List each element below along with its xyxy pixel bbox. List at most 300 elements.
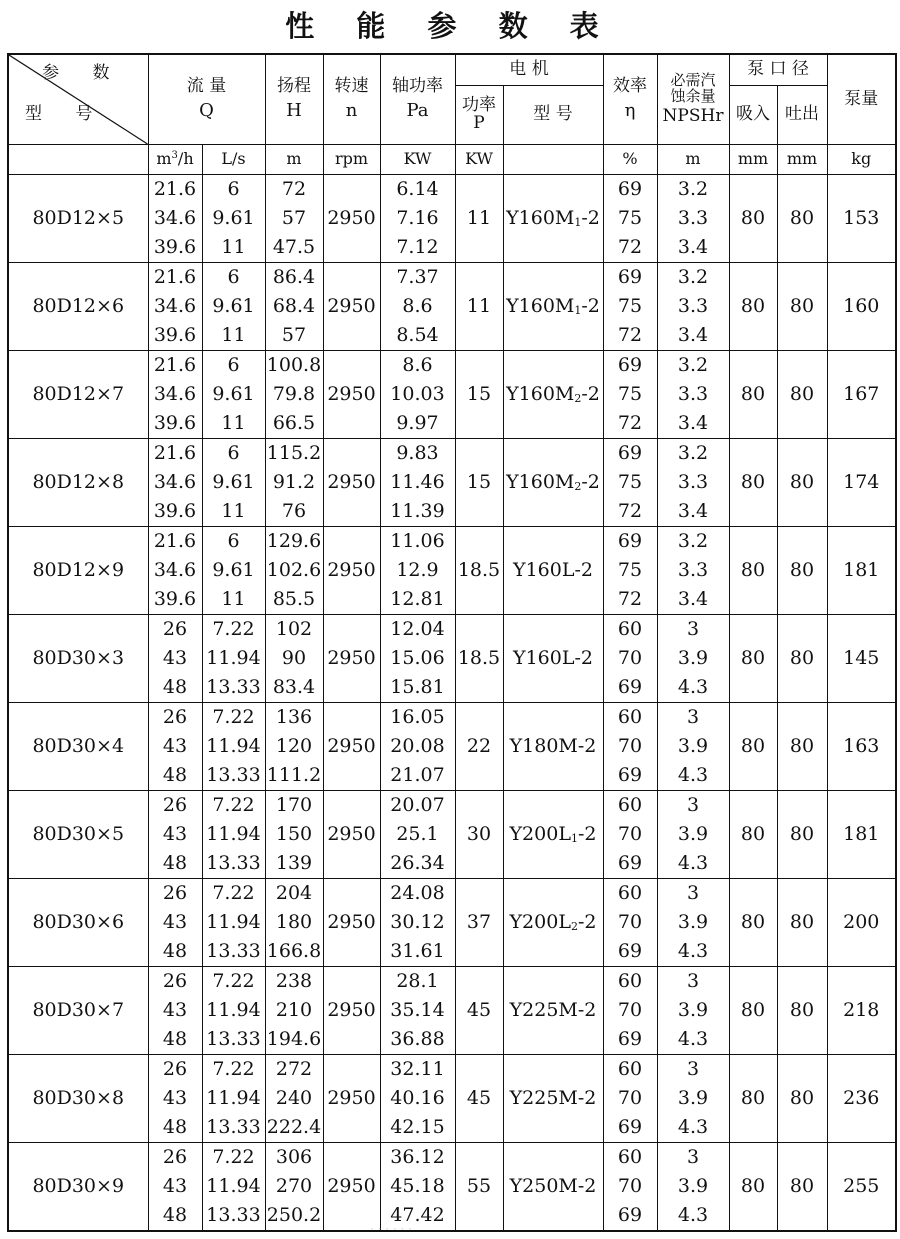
efficiency-cell-value: 75 <box>617 383 643 405</box>
efficiency-cell-value: 70 <box>617 999 643 1021</box>
npsh-cell-value: 3.9 <box>677 823 709 845</box>
efficiency-cell <box>603 263 657 351</box>
shaft-power-cell-value: 16.05 <box>390 706 445 728</box>
speed-cell: 2950 <box>323 527 380 615</box>
flow-ls-cell <box>202 791 265 879</box>
motor-model-subscript: 2 <box>574 391 582 405</box>
motor-power-cell: 15 <box>455 439 503 527</box>
motor-model-suffix: -2 <box>581 382 600 405</box>
motor-model-subscript: 1 <box>574 215 582 229</box>
page-title: 性 能 参 数 表 <box>285 9 615 43</box>
shaft-power-cell-value: 42.15 <box>390 1116 445 1138</box>
flow-m3h-cell-value: 34.6 <box>153 295 197 317</box>
motor-model-cell <box>503 879 603 967</box>
efficiency-cell <box>603 351 657 439</box>
efficiency-cell-value: 70 <box>617 823 643 845</box>
speed-cell: 2950 <box>323 439 380 527</box>
motor-model-cell <box>503 615 603 703</box>
unit-speed: rpm <box>323 145 380 175</box>
discharge-cell: 80 <box>777 1143 827 1232</box>
motor-model-cell <box>503 791 603 879</box>
flow-ls-cell-value: 9.61 <box>212 383 255 405</box>
weight-cell: 236 <box>827 1055 896 1143</box>
head-cell-value: 111.2 <box>266 764 322 786</box>
suction-cell: 80 <box>729 439 777 527</box>
npsh-cell-value: 3.2 <box>677 266 709 288</box>
flow-m3h-cell-value: 39.6 <box>153 588 197 610</box>
shaft-power-cell-value: 24.08 <box>390 882 445 904</box>
weight-cell: 145 <box>827 615 896 703</box>
efficiency-cell-value: 69 <box>617 1204 643 1226</box>
npsh-cell <box>657 439 729 527</box>
flow-m3h-cell-value: 26 <box>162 706 188 728</box>
header-shaft-power <box>380 54 455 145</box>
shaft-power-cell-value: 9.83 <box>396 442 439 464</box>
flow-ls-cell-value: 11 <box>221 588 246 610</box>
motor-model-subscript: 1 <box>574 303 582 317</box>
npsh-cell <box>657 1143 729 1232</box>
shaft-power-cell-value: 30.12 <box>390 911 445 933</box>
flow-ls-cell-value: 6 <box>227 442 240 464</box>
flow-ls-cell <box>202 703 265 791</box>
motor-power-cell: 11 <box>455 175 503 263</box>
model-cell: 80D12×5 <box>8 175 148 263</box>
npsh-cell-value: 3.4 <box>677 324 709 346</box>
head-cell-value: 100.8 <box>266 354 322 376</box>
flow-m3h-cell <box>148 703 202 791</box>
efficiency-cell-value: 60 <box>617 794 643 816</box>
efficiency-cell-value: 75 <box>617 207 643 229</box>
suction-cell: 80 <box>729 879 777 967</box>
motor-model-suffix: -2 <box>577 910 597 933</box>
efficiency-symbol: η <box>624 99 636 121</box>
speed-cell: 2950 <box>323 791 380 879</box>
flow-m3h-cell-value: 34.6 <box>153 383 197 405</box>
flow-m3h-cell-value: 34.6 <box>153 471 197 493</box>
shaft-power-cell-value: 11.06 <box>390 530 445 552</box>
motor-model-subscript: 2 <box>570 919 578 933</box>
flow-ls-cell-value: 11.94 <box>206 911 261 933</box>
flow-m3h-cell <box>148 439 202 527</box>
motor-model-cell <box>503 351 603 439</box>
head-cell <box>265 967 323 1055</box>
shaft-power-cell <box>380 263 455 351</box>
shaft-power-cell-value: 35.14 <box>390 999 445 1021</box>
efficiency-cell-value: 69 <box>617 1028 643 1050</box>
flow-m3h-cell-value: 26 <box>162 970 188 992</box>
motor-model-subscript: 2 <box>574 479 582 493</box>
flow-m3h-cell-value: 43 <box>162 1087 188 1109</box>
flow-ls-cell-value: 13.33 <box>206 852 261 874</box>
speed-symbol: n <box>345 99 358 121</box>
head-cell-value: 86.4 <box>272 266 316 288</box>
efficiency-cell-value: 70 <box>617 735 643 757</box>
shaft-power-cell-value: 36.12 <box>390 1146 445 1168</box>
unit-shaft-power: KW <box>380 145 455 175</box>
flow-m3h-cell <box>148 1143 202 1232</box>
model-cell: 80D12×6 <box>8 263 148 351</box>
motor-power-cell: 15 <box>455 351 503 439</box>
flow-m3h-cell-value: 26 <box>162 618 188 640</box>
shaft-power-cell-value: 32.11 <box>390 1058 445 1080</box>
weight-cell: 181 <box>827 791 896 879</box>
discharge-cell: 80 <box>777 527 827 615</box>
model-cell: 80D30×7 <box>8 967 148 1055</box>
flow-ls-cell <box>202 1055 265 1143</box>
speed-cell: 2950 <box>323 175 380 263</box>
shaft-power-cell-value: 15.81 <box>390 676 445 698</box>
table-row <box>8 175 896 263</box>
motor-model-base: Y160M <box>506 294 575 317</box>
model-cell: 80D30×4 <box>8 703 148 791</box>
npsh-cell-value: 3.4 <box>677 500 709 522</box>
weight-cell: 200 <box>827 879 896 967</box>
efficiency-cell-value: 69 <box>617 852 643 874</box>
speed-cell: 2950 <box>323 263 380 351</box>
npsh-cell <box>657 703 729 791</box>
efficiency-cell-value: 72 <box>617 324 643 346</box>
efficiency-cell-value: 72 <box>617 500 643 522</box>
flow-m3h-cell <box>148 791 202 879</box>
motor-model-suffix: -2 <box>581 206 600 229</box>
flow-label: 流 量 <box>186 76 227 97</box>
flow-m3h-cell <box>148 615 202 703</box>
shaft-power-cell-value: 9.97 <box>396 412 439 434</box>
table-row <box>8 879 896 967</box>
efficiency-label: 效率 <box>613 76 647 97</box>
table-row <box>8 791 896 879</box>
shaft-power-cell-value: 45.18 <box>390 1175 445 1197</box>
npsh-cell <box>657 967 729 1055</box>
flow-ls-cell <box>202 527 265 615</box>
head-cell-value: 204 <box>275 882 313 904</box>
motor-power-cell: 45 <box>455 1055 503 1143</box>
efficiency-cell <box>603 791 657 879</box>
head-cell-value: 180 <box>275 911 313 933</box>
flow-m3h-cell-value: 48 <box>162 1116 188 1138</box>
npsh-cell-value: 4.3 <box>677 764 709 786</box>
model-cell: 80D30×8 <box>8 1055 148 1143</box>
head-cell <box>265 527 323 615</box>
head-cell-value: 250.2 <box>266 1204 322 1226</box>
header-flow <box>148 54 265 145</box>
flow-ls-cell-value: 13.33 <box>206 1028 261 1050</box>
unit-npsh: m <box>657 145 729 175</box>
flow-m3h-cell <box>148 175 202 263</box>
head-cell-value: 102 <box>275 618 313 640</box>
motor-model-base: Y160M <box>506 470 575 493</box>
npsh-cell-value: 3.9 <box>677 1087 709 1109</box>
flow-ls-cell-value: 11 <box>221 412 246 434</box>
head-cell-value: 79.8 <box>272 383 316 405</box>
head-cell-value: 238 <box>275 970 313 992</box>
header-motor-model: 型 号 <box>503 86 603 145</box>
flow-ls-cell <box>202 879 265 967</box>
shaft-power-cell-value: 25.1 <box>396 823 439 845</box>
shaft-power-cell-value: 11.39 <box>390 500 445 522</box>
head-cell-value: 47.5 <box>272 236 316 258</box>
motor-model-cell <box>503 175 603 263</box>
efficiency-cell-value: 60 <box>617 1146 643 1168</box>
head-cell-value: 115.2 <box>266 442 322 464</box>
flow-m3h-cell <box>148 263 202 351</box>
flow-m3h-cell-value: 34.6 <box>153 207 197 229</box>
suction-cell: 80 <box>729 791 777 879</box>
weight-cell: 181 <box>827 527 896 615</box>
motor-power-cell: 18.5 <box>455 527 503 615</box>
discharge-cell: 80 <box>777 1055 827 1143</box>
flow-m3h-cell <box>148 1055 202 1143</box>
shaft-power-cell-value: 20.07 <box>390 794 445 816</box>
npsh-cell-value: 4.3 <box>677 940 709 962</box>
weight-cell: 160 <box>827 263 896 351</box>
efficiency-cell-value: 69 <box>617 1116 643 1138</box>
shaft-power-cell <box>380 175 455 263</box>
efficiency-cell-value: 60 <box>617 970 643 992</box>
speed-cell: 2950 <box>323 1143 380 1232</box>
discharge-cell: 80 <box>777 615 827 703</box>
motor-model-cell <box>503 1055 603 1143</box>
flow-ls-cell-value: 11.94 <box>206 647 261 669</box>
flow-ls-cell <box>202 351 265 439</box>
weight-cell: 255 <box>827 1143 896 1232</box>
flow-m3h-cell-value: 21.6 <box>153 178 197 200</box>
efficiency-cell-value: 69 <box>617 940 643 962</box>
flow-ls-cell-value: 11 <box>221 500 246 522</box>
head-cell-value: 272 <box>275 1058 313 1080</box>
unit-flow-ls: L/s <box>202 145 265 175</box>
shaft-power-cell-value: 31.61 <box>390 940 445 962</box>
efficiency-cell-value: 70 <box>617 647 643 669</box>
efficiency-cell-value: 70 <box>617 1175 643 1197</box>
npsh-cell-value: 4.3 <box>677 1028 709 1050</box>
flow-ls-cell-value: 9.61 <box>212 207 255 229</box>
flow-ls-cell-value: 9.61 <box>212 295 255 317</box>
flow-ls-cell-value: 7.22 <box>212 794 255 816</box>
flow-ls-cell <box>202 1143 265 1232</box>
suction-cell: 80 <box>729 703 777 791</box>
npsh-cell-value: 3.2 <box>677 178 709 200</box>
flow-m3h-cell-value: 39.6 <box>153 236 197 258</box>
motor-model-cell <box>503 1143 603 1232</box>
header-npsh <box>657 54 729 145</box>
motor-model-cell <box>503 527 603 615</box>
shaft-power-cell-value: 21.07 <box>390 764 445 786</box>
shaft-power-cell-value: 6.14 <box>396 178 439 200</box>
flow-m3h-cell-value: 39.6 <box>153 500 197 522</box>
shaft-power-cell <box>380 1055 455 1143</box>
npsh-cell <box>657 1055 729 1143</box>
npsh-cell-value: 3.4 <box>677 412 709 434</box>
efficiency-cell-value: 69 <box>617 354 643 376</box>
efficiency-cell-value: 69 <box>617 442 643 464</box>
motor-model-cell <box>503 263 603 351</box>
head-cell <box>265 1143 323 1232</box>
npsh-cell-value: 3 <box>686 618 700 640</box>
flow-ls-cell-value: 13.33 <box>206 940 261 962</box>
npsh-cell <box>657 351 729 439</box>
flow-ls-cell-value: 11.94 <box>206 999 261 1021</box>
flow-m3h-cell-value: 48 <box>162 676 188 698</box>
header-speed <box>323 54 380 145</box>
performance-table <box>7 53 897 1232</box>
flow-ls-cell-value: 13.33 <box>206 1204 261 1226</box>
flow-ls-cell <box>202 175 265 263</box>
flow-ls-cell <box>202 439 265 527</box>
efficiency-cell <box>603 879 657 967</box>
flow-ls-cell <box>202 263 265 351</box>
shaft-power-cell-value: 7.37 <box>396 266 439 288</box>
head-cell-value: 83.4 <box>272 676 316 698</box>
motor-power-cell: 37 <box>455 879 503 967</box>
flow-m3h-cell-value: 39.6 <box>153 324 197 346</box>
suction-cell: 80 <box>729 615 777 703</box>
motor-model-base: Y225M-2 <box>509 1086 597 1109</box>
model-cell: 80D30×3 <box>8 615 148 703</box>
efficiency-cell <box>603 527 657 615</box>
flow-m3h-cell-value: 26 <box>162 794 188 816</box>
unit-flow-m3h: $m^3/h$ <box>148 145 202 175</box>
speed-label: 转速 <box>334 76 369 97</box>
efficiency-cell-value: 72 <box>617 588 643 610</box>
shaft-power-cell-value: 8.54 <box>396 324 439 346</box>
head-cell-value: 120 <box>275 735 313 757</box>
suction-cell: 80 <box>729 351 777 439</box>
efficiency-cell-value: 70 <box>617 1087 643 1109</box>
head-cell-value: 76 <box>281 500 307 522</box>
npsh-cell-value: 3.3 <box>677 383 709 405</box>
flow-m3h-cell-value: 43 <box>162 823 188 845</box>
flow-m3h-cell <box>148 351 202 439</box>
head-cell <box>265 1055 323 1143</box>
shaft-power-symbol: Pa <box>406 99 429 121</box>
header-corner-cell <box>8 54 148 145</box>
motor-model-base: Y160M <box>506 206 575 229</box>
npsh-label-line2: 蚀余量 <box>670 87 716 106</box>
efficiency-cell <box>603 615 657 703</box>
model-cell: 80D12×8 <box>8 439 148 527</box>
flow-m3h-cell-value: 48 <box>162 1028 188 1050</box>
head-cell-value: 306 <box>275 1146 313 1168</box>
motor-power-cell: 18.5 <box>455 615 503 703</box>
speed-cell: 2950 <box>323 1055 380 1143</box>
flow-m3h-cell <box>148 879 202 967</box>
motor-model-base: Y160L-2 <box>513 646 593 669</box>
discharge-cell: 80 <box>777 967 827 1055</box>
shaft-power-cell-value: 12.81 <box>390 588 445 610</box>
flow-ls-cell-value: 13.33 <box>206 764 261 786</box>
efficiency-cell-value: 72 <box>617 412 643 434</box>
unit-motor-model <box>503 145 603 175</box>
shaft-power-cell <box>380 703 455 791</box>
flow-ls-cell-value: 11.94 <box>206 735 261 757</box>
speed-cell: 2950 <box>323 967 380 1055</box>
weight-cell: 174 <box>827 439 896 527</box>
unit-discharge: mm <box>777 145 827 175</box>
suction-cell: 80 <box>729 1055 777 1143</box>
head-cell <box>265 615 323 703</box>
unit-suction: mm <box>729 145 777 175</box>
flow-m3h-cell-value: 48 <box>162 852 188 874</box>
flow-m3h-cell-value: 48 <box>162 1204 188 1226</box>
shaft-power-cell-value: 10.03 <box>390 383 445 405</box>
motor-model-suffix: -2 <box>577 822 597 845</box>
motor-power-symbol: P <box>473 113 485 133</box>
discharge-cell: 80 <box>777 351 827 439</box>
model-cell: 80D30×6 <box>8 879 148 967</box>
motor-power-cell: 11 <box>455 263 503 351</box>
flow-ls-cell-value: 6 <box>227 266 240 288</box>
npsh-cell <box>657 263 729 351</box>
unit-motor-power: KW <box>455 145 503 175</box>
head-cell <box>265 703 323 791</box>
motor-model-base: Y180M-2 <box>509 734 597 757</box>
table-row <box>8 703 896 791</box>
efficiency-cell-value: 69 <box>617 676 643 698</box>
flow-ls-cell-value: 11.94 <box>206 823 261 845</box>
head-cell <box>265 791 323 879</box>
flow-ls-cell-value: 11 <box>221 236 246 258</box>
model-cell: 80D12×7 <box>8 351 148 439</box>
head-cell-value: 90 <box>281 647 307 669</box>
shaft-power-cell <box>380 351 455 439</box>
header-port: 泵 口 径 <box>729 54 827 86</box>
discharge-cell: 80 <box>777 703 827 791</box>
header-efficiency <box>603 54 657 145</box>
table-row <box>8 1055 896 1143</box>
efficiency-cell <box>603 1055 657 1143</box>
npsh-cell-value: 3 <box>686 1146 700 1168</box>
efficiency-cell-value: 69 <box>617 178 643 200</box>
speed-cell: 2950 <box>323 351 380 439</box>
flow-symbol: Q <box>199 99 214 121</box>
shaft-power-cell <box>380 967 455 1055</box>
npsh-cell-value: 3.9 <box>677 735 709 757</box>
flow-ls-cell-value: 11.94 <box>206 1087 261 1109</box>
efficiency-cell-value: 75 <box>617 559 643 581</box>
flow-ls-cell-value: 9.61 <box>212 559 255 581</box>
npsh-cell-value: 3.9 <box>677 999 709 1021</box>
shaft-power-cell-value: 47.42 <box>390 1204 445 1226</box>
table-row <box>8 527 896 615</box>
weight-cell: 218 <box>827 967 896 1055</box>
flow-ls-cell-value: 6 <box>227 530 240 552</box>
table-row <box>8 967 896 1055</box>
flow-m3h-cell-value: 43 <box>162 999 188 1021</box>
motor-model-base: Y200L <box>509 822 571 845</box>
npsh-cell-value: 3.3 <box>677 207 709 229</box>
head-cell-value: 57 <box>281 207 307 229</box>
npsh-cell-value: 3.2 <box>677 530 709 552</box>
motor-model-cell <box>503 439 603 527</box>
head-cell-value: 102.6 <box>266 559 322 581</box>
efficiency-cell <box>603 967 657 1055</box>
flow-ls-cell-value: 6 <box>227 178 240 200</box>
npsh-label-line1: 必需汽 <box>670 71 716 90</box>
npsh-cell-value: 3.3 <box>677 295 709 317</box>
shaft-power-cell <box>380 615 455 703</box>
flow-m3h-cell-value: 43 <box>162 911 188 933</box>
head-cell <box>265 175 323 263</box>
table-row <box>8 1143 896 1232</box>
model-cell: 80D30×9 <box>8 1143 148 1232</box>
head-cell <box>265 263 323 351</box>
head-cell-value: 139 <box>275 852 313 874</box>
header-weight: 泵量 <box>827 54 896 145</box>
npsh-symbol: NPSHr <box>662 105 724 126</box>
flow-ls-cell-value: 7.22 <box>212 618 255 640</box>
header-discharge: 吐出 <box>777 86 827 145</box>
